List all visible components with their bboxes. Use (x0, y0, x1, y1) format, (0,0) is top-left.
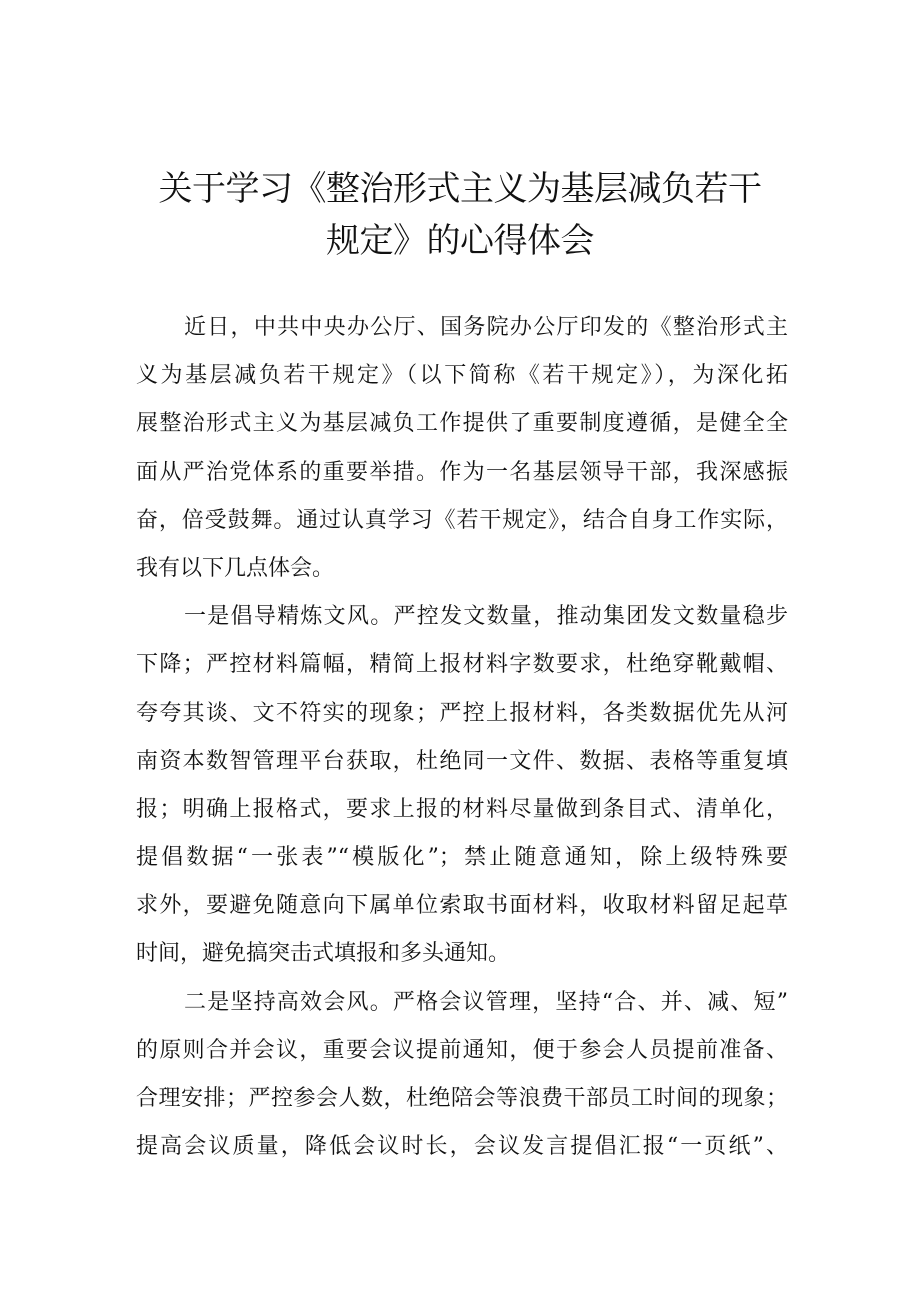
paragraph-intro (136, 308, 788, 597)
paragraph-line: 夸夸其谈、文不符实的现象；严控上报材料，各类数据优先从河 (136, 700, 788, 726)
paragraph-line: 求外，要避免随意向下属单位索取书面材料，收取材料留足起草 (136, 893, 788, 919)
paragraph-line: 的原则合并会议，重要会议提前通知，便于参会人员提前准备、 (136, 1037, 788, 1063)
paragraph-line: 下降；严控材料篇幅，精简上报材料字数要求，杜绝穿靴戴帽、 (136, 652, 788, 678)
paragraph-line: 义为基层减负若干规定》（以下简称《若干规定》），为深化拓 (136, 363, 788, 389)
paragraph-line: 展整治形式主义为基层减负工作提供了重要制度遵循，是健全全 (136, 411, 788, 437)
paragraph-line: 奋，倍受鼓舞。通过认真学习《若干规定》，结合自身工作实际， (136, 507, 788, 533)
paragraph-line: 我有以下几点体会。 (136, 555, 335, 581)
title-line-2: 规定》的心得体会 (326, 221, 594, 261)
paragraph-line: 二是坚持高效会风。严格会议管理，坚持“合、并、减、短” (184, 989, 788, 1015)
title-line-1: 关于学习《整治形式主义为基层减负若干 (158, 169, 762, 209)
paragraph-writing-style (136, 597, 788, 983)
paragraph-line: 近日，中共中央办公厅、国务院办公厅印发的《整治形式主 (184, 315, 788, 340)
paragraph-line: 提倡数据“一张表”“模版化”；禁止随意通知，除上级特殊要 (136, 845, 788, 871)
paragraph-line: 时间，避免搞突击式填报和多头通知。 (136, 941, 511, 967)
paragraph-line: 面从严治党体系的重要举措。作为一名基层领导干部，我深感振 (136, 459, 788, 485)
paragraph-line: 合理安排；严控参会人数，杜绝陪会等浪费干部员工时间的现象； (136, 1086, 788, 1111)
paragraph-line: 一是倡导精炼文风。严控发文数量，推动集团发文数量稳步 (184, 604, 788, 630)
paragraph-line: 南资本数智管理平台获取，杜绝同一文件、数据、表格等重复填 (136, 748, 788, 774)
paragraph-line: 报；明确上报格式，要求上报的材料尽量做到条目式、清单化， (136, 796, 788, 822)
paragraph-line: 提高会议质量，降低会议时长，会议发言提倡汇报“一页纸”、 (136, 1134, 788, 1160)
document-body (136, 308, 788, 1175)
paragraph-meeting-style (136, 983, 788, 1176)
document-title (130, 163, 790, 267)
